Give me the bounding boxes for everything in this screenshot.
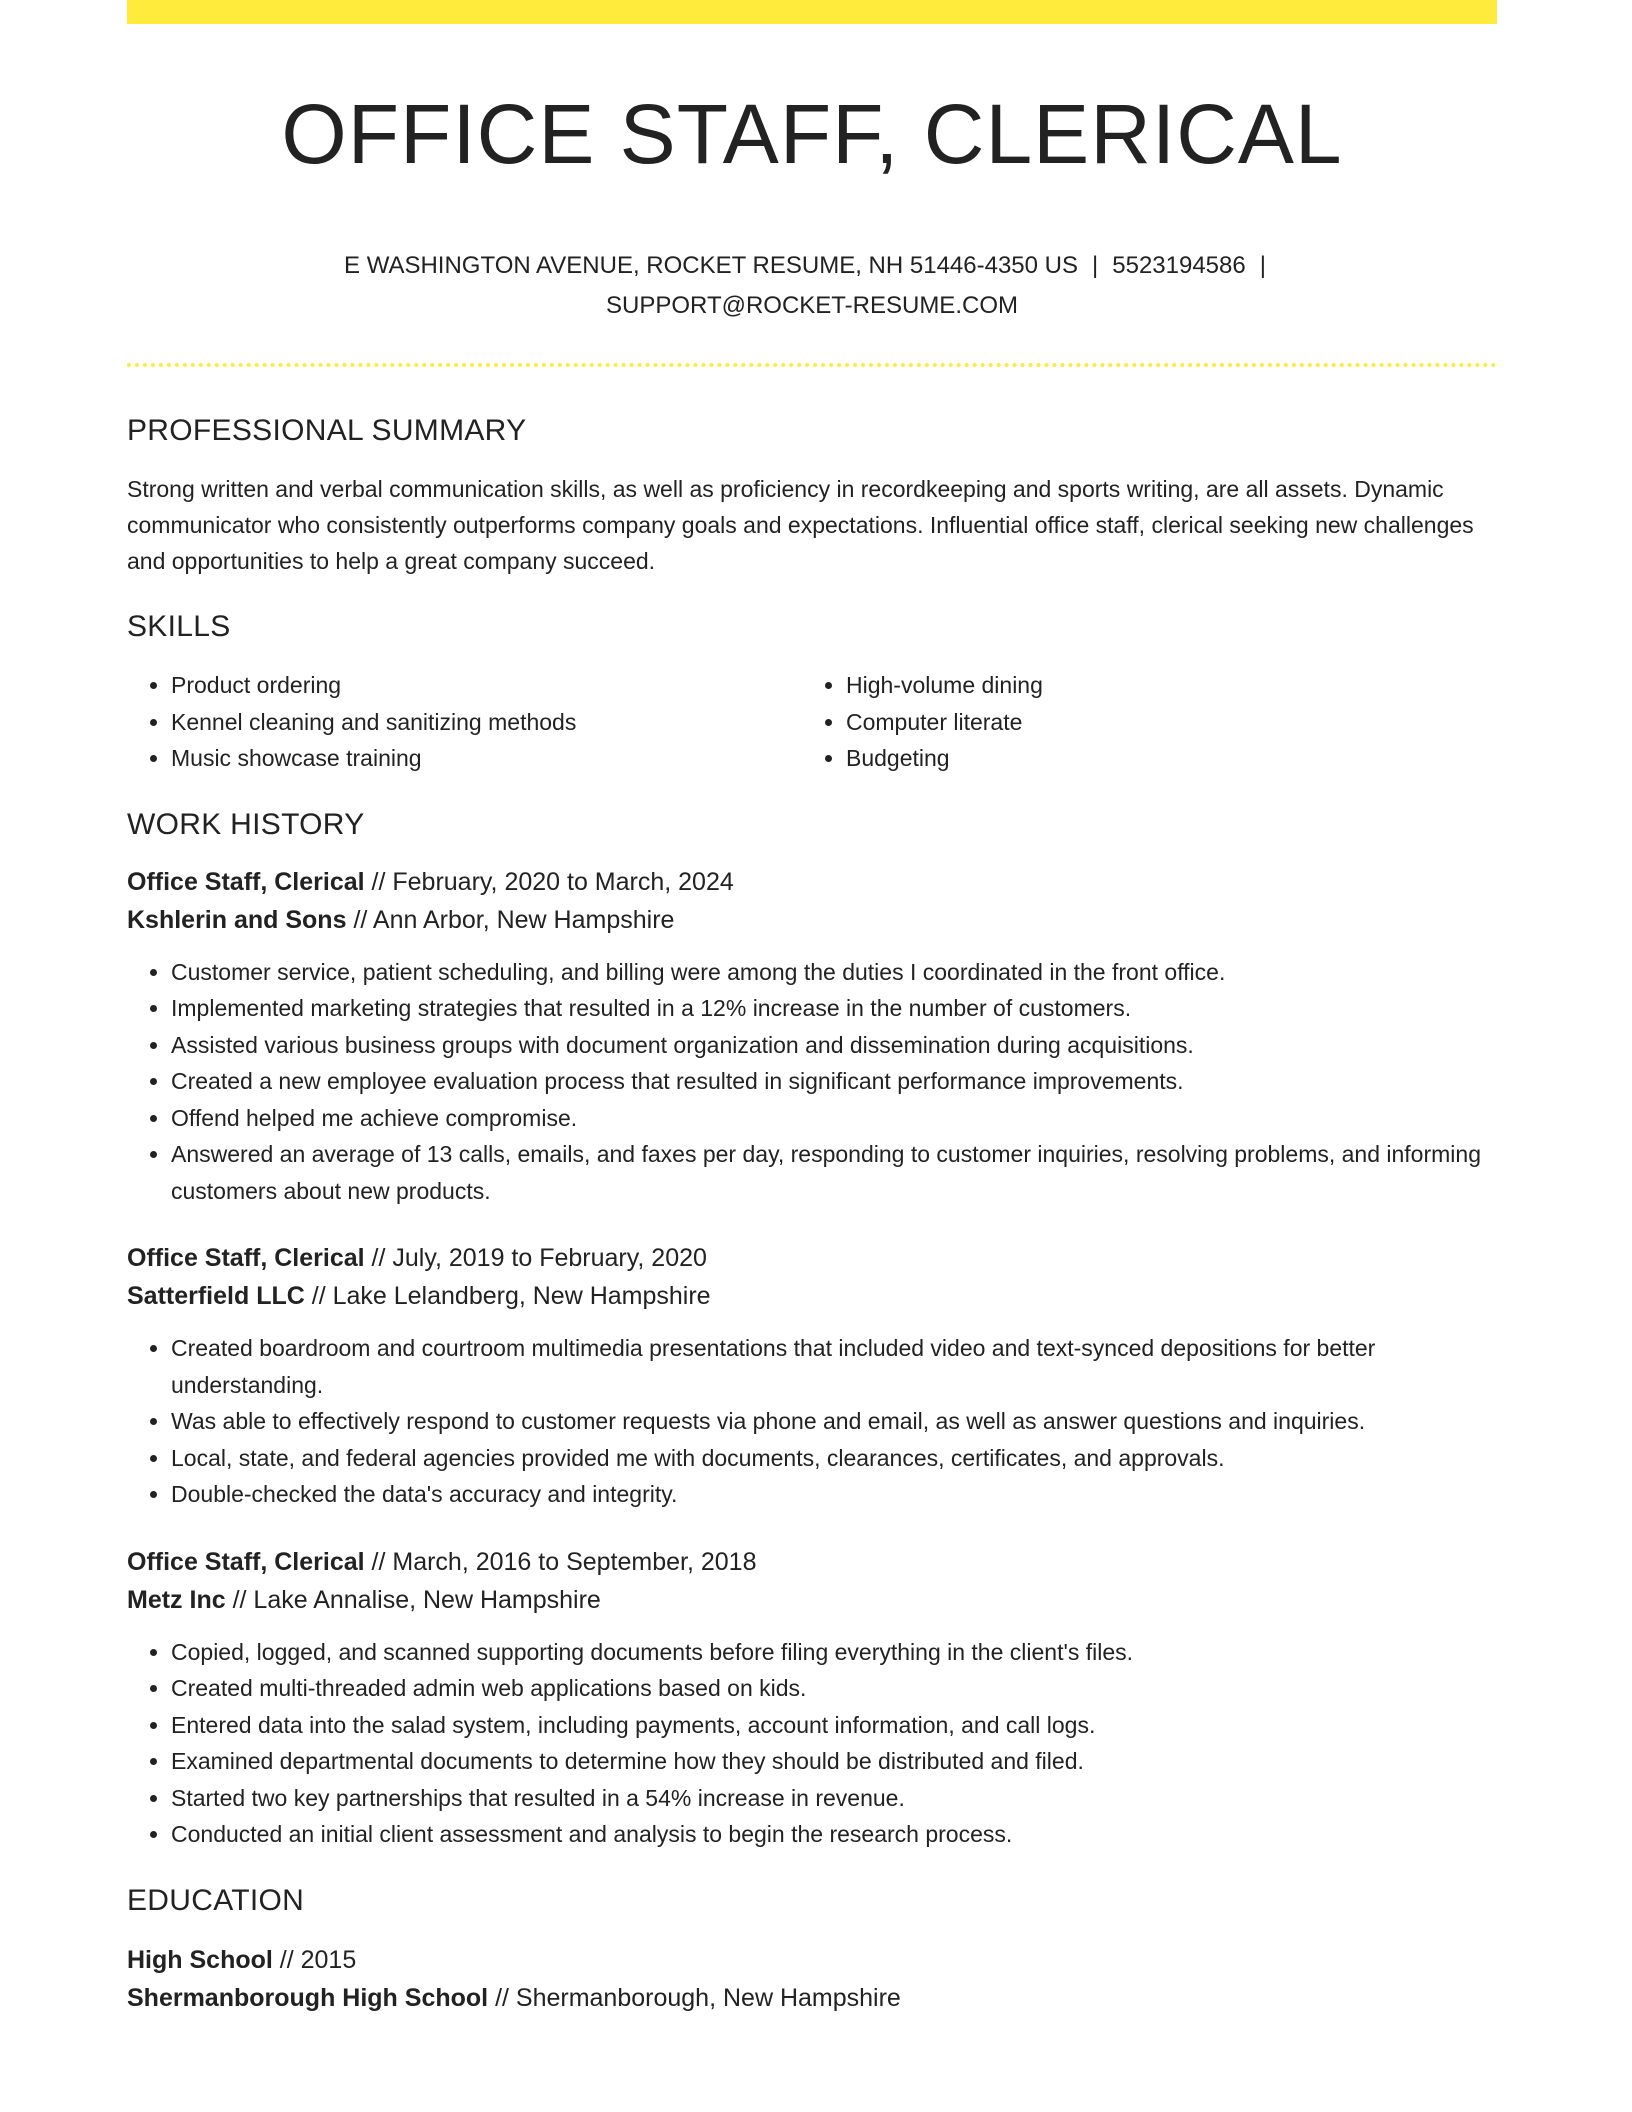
job-title-line [127, 1543, 1497, 1581]
job-company: Metz Inc [127, 1585, 226, 1614]
job-bullet: • Customer service, patient scheduling, and billing were among the duties I coordinated in the front office. [171, 954, 1497, 991]
job-bullet: • Local, state, and federal agencies provided me with documents, clearances, certificates, and approvals. [171, 1440, 1497, 1477]
job-entry [127, 863, 1497, 1210]
contact-info [127, 246, 1497, 326]
job-entry [127, 1239, 1497, 1513]
job-title: Office Staff, Clerical [127, 1244, 365, 1272]
education-school-line [127, 1979, 1497, 2017]
contact-phone: 5523194586 [1112, 252, 1246, 279]
skill-item: • Product ordering [171, 667, 802, 704]
job-bullet: • Offend helped me achieve compromise. [171, 1100, 1497, 1137]
job-dates: // February, 2020 to March, 2024 [371, 867, 734, 896]
skill-item: • High-volume dining [846, 667, 1477, 704]
job-bullets [127, 1634, 1497, 1853]
education-degree-line [127, 1941, 1497, 1979]
education-heading: EDUCATION [127, 1883, 305, 1917]
job-bullet: • Answered an average of 13 calls, emails, and faxes per day, responding to customer inquiries, resolving problems, and informing customers about new products. [171, 1136, 1497, 1209]
job-bullets [127, 954, 1497, 1210]
resume-content [127, 0, 1497, 2017]
skill-item: • Computer literate [846, 704, 1477, 741]
job-company: Satterfield LLC [127, 1282, 305, 1310]
job-company-line [127, 1581, 1497, 1619]
job-entry [127, 1543, 1497, 1853]
work-history-heading: WORK HISTORY [127, 807, 365, 841]
job-bullet: • Copied, logged, and scanned supporting documents before filing everything in the client's files. [171, 1634, 1497, 1671]
skills-heading: SKILLS [127, 610, 231, 643]
skill-item: • Budgeting [846, 740, 1477, 777]
top-accent-bar [127, 0, 1497, 24]
header-divider [127, 363, 1497, 367]
job-location: // Lake Lelandberg, New Hampshire [311, 1282, 711, 1310]
job-bullet: • Double-checked the data's accuracy and integrity. [171, 1476, 1497, 1513]
job-bullet: • Started two key partnerships that resulted in a 54% increase in revenue. [171, 1780, 1497, 1817]
education-year: // 2015 [279, 1945, 357, 1974]
job-company-line [127, 1277, 1497, 1315]
job-company: Kshlerin and Sons [127, 905, 347, 934]
job-title: Office Staff, Clerical [127, 1547, 365, 1576]
education-school: Shermanborough High School [127, 1983, 489, 2012]
job-bullet: • Created a new employee evaluation process that resulted in significant performance improvements. [171, 1063, 1497, 1100]
education-degree: High School [127, 1945, 273, 1974]
job-bullet: • Assisted various business groups with document organization and dissemination during acquisitions. [171, 1027, 1497, 1064]
job-location: // Ann Arbor, New Hampshire [353, 905, 675, 934]
job-bullet: • Was able to effectively respond to customer requests via phone and email, as well as answer questions and inquiries. [171, 1403, 1497, 1440]
job-dates: // July, 2019 to February, 2020 [371, 1244, 707, 1272]
job-dates: // March, 2016 to September, 2018 [371, 1547, 757, 1576]
job-bullet: • Examined departmental documents to determine how they should be distributed and filed. [171, 1743, 1497, 1780]
skills-list-right [802, 667, 1477, 777]
skill-item: • Music showcase training [171, 740, 802, 777]
summary-text: Strong written and verbal communication skills, as well as proficiency in recordkeeping and sports writing, are all assets. Dynamic communicator who consistently outperforms company goals and expectations. Influential office staff, clerical seeking new challenges and opportunities to help a great company succeed. [127, 476, 1474, 574]
job-title: Office Staff, Clerical [127, 867, 365, 896]
job-bullet: • Conducted an initial client assessment and analysis to begin the research process. [171, 1816, 1497, 1853]
contact-email: SUPPORT@ROCKET-RESUME.COM [606, 292, 1018, 319]
resume-name: OFFICE STAFF, CLERICAL [281, 87, 1343, 181]
job-company-line [127, 901, 1497, 939]
job-location: // Lake Annalise, New Hampshire [232, 1585, 601, 1614]
job-bullet: • Implemented marketing strategies that resulted in a 12% increase in the number of customers. [171, 990, 1497, 1027]
job-bullet: • Entered data into the salad system, including payments, account information, and call logs. [171, 1707, 1497, 1744]
contact-separator: | [1092, 252, 1099, 279]
skills-list-left [127, 667, 802, 777]
summary-heading: PROFESSIONAL SUMMARY [127, 414, 527, 447]
skill-item: • Kennel cleaning and sanitizing methods [171, 704, 802, 741]
contact-address: E WASHINGTON AVENUE, ROCKET RESUME, NH 51446-4350 US [344, 252, 1079, 279]
job-bullets [127, 1330, 1497, 1513]
skills-grid [127, 667, 1497, 777]
contact-separator: | [1259, 252, 1266, 279]
education-location: // Shermanborough, New Hampshire [495, 1983, 901, 2012]
job-title-line [127, 1239, 1497, 1277]
job-bullet: • Created multi-threaded admin web applications based on kids. [171, 1670, 1497, 1707]
job-bullet: • Created boardroom and courtroom multimedia presentations that included video and text-synced depositions for better understanding. [171, 1330, 1497, 1403]
job-title-line [127, 863, 1497, 901]
